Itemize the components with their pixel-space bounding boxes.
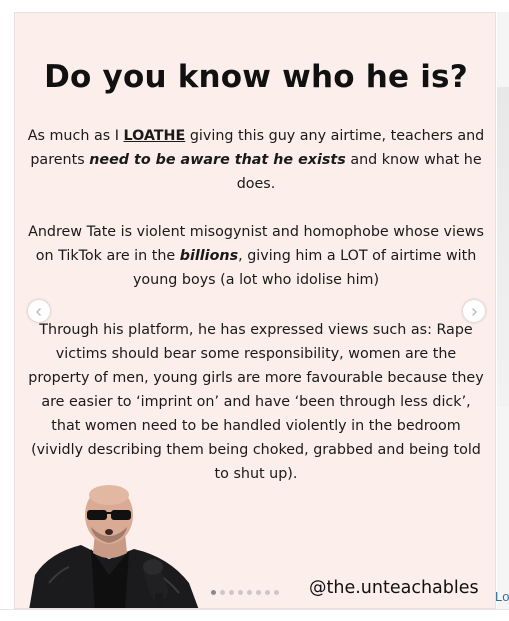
- sidebar-peek-text[interactable]: Lo: [495, 589, 509, 604]
- paragraph-description: [25, 220, 487, 292]
- slide-dot: [265, 590, 270, 595]
- chevron-left-icon: [34, 302, 44, 321]
- p1-text-middle: giving this guy any airtime, teachers and parents: [30, 128, 485, 168]
- slide-dot: [238, 590, 243, 595]
- previous-slide-button[interactable]: [28, 300, 50, 322]
- slide-dot-active: [211, 590, 216, 595]
- p2-text-before: Andrew Tate is violent misogynist and homophobe whose views on TikTok are in the: [28, 224, 484, 264]
- slide-dot: [274, 590, 279, 595]
- p1-text-before: As much as I: [27, 128, 124, 144]
- top-frame: [0, 0, 509, 12]
- slide-dot: [229, 590, 234, 595]
- slide-indicator: [211, 590, 279, 595]
- p1-text-after: and know what he does.: [236, 152, 482, 192]
- p1-emphasis: LOATHE: [123, 128, 186, 144]
- side-panel-shade: [497, 87, 509, 407]
- chevron-right-icon: [469, 302, 479, 321]
- man-photo-image: [29, 483, 209, 609]
- next-slide-button[interactable]: [463, 300, 485, 322]
- slide-dot: [247, 590, 252, 595]
- side-panel-edge: [497, 12, 509, 621]
- paragraph-views: Through his platform, he has expressed views such as: Rape victims should bear some responsibility, women are the property of men, young girls are more favourable because they are easier to ‘imprint on’ and have ‘been through less dick’, that women need to be handled violently in the bedroom (vividly describing them being choked, grabbed and being told to shut up).: [28, 322, 484, 482]
- p1-bold-italic: need to be aware that he exists: [89, 152, 346, 168]
- bottom-frame: [0, 609, 509, 621]
- p2-bold-italic: billions: [179, 248, 239, 264]
- slide-dot: [220, 590, 225, 595]
- account-handle: @the.unteachables: [309, 578, 479, 598]
- post-title: Do you know who he is?: [44, 59, 468, 95]
- p2-text-after: , giving him a LOT of airtime with young boys (a lot who idolise him): [132, 248, 477, 288]
- slide-dot: [256, 590, 261, 595]
- instagram-post-slide: [14, 12, 496, 609]
- paragraph-awareness: [25, 124, 487, 196]
